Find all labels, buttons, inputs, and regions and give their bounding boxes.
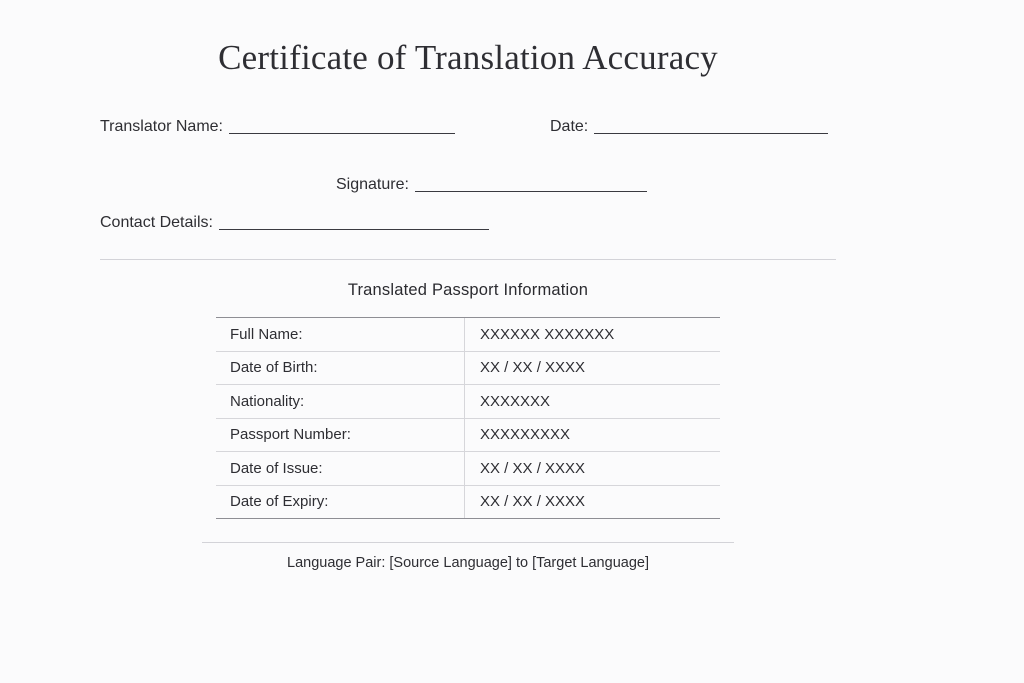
date-field[interactable] (550, 118, 828, 136)
row-label: Date of Expiry: (216, 486, 465, 519)
signature-label: Signature: (336, 176, 409, 193)
row-label: Full Name: (216, 318, 465, 351)
signature-field[interactable] (336, 176, 647, 194)
table-row (216, 318, 720, 352)
signature-blank[interactable] (415, 177, 647, 192)
section-divider (100, 259, 836, 260)
table-row (216, 419, 720, 453)
translator-name-label: Translator Name: (100, 118, 223, 135)
row-value: XXXXXX XXXXXXX (480, 325, 615, 343)
translator-name-field[interactable] (100, 118, 455, 136)
row-label: Date of Birth: (216, 352, 465, 385)
table-row (216, 352, 720, 386)
footer-divider (202, 542, 734, 543)
date-label: Date: (550, 118, 589, 135)
certificate-title: Certificate of Translation Accuracy (218, 38, 718, 77)
table-row (216, 486, 720, 519)
translator-name-blank[interactable] (229, 119, 455, 134)
contact-details-blank[interactable] (219, 215, 489, 230)
passport-info-table (216, 317, 720, 519)
row-label: Nationality: (216, 385, 465, 418)
row-value: XXXXXXX (480, 392, 551, 410)
contact-details-field[interactable] (100, 214, 489, 232)
row-label: Date of Issue: (216, 452, 465, 485)
table-row (216, 452, 720, 486)
table-row (216, 385, 720, 419)
row-value: XX / XX / XXXX (480, 459, 586, 477)
row-value: XX / XX / XXXX (480, 493, 586, 511)
row-value: XXXXXXXXX (480, 426, 571, 444)
language-pair: Language Pair: [Source Language] to [Target Language] (287, 555, 649, 571)
contact-details-label: Contact Details: (100, 214, 213, 231)
date-blank[interactable] (594, 119, 828, 134)
row-value: XX / XX / XXXX (480, 359, 586, 377)
section-title: Translated Passport Information (347, 281, 589, 299)
row-label: Passport Number: (216, 419, 465, 452)
